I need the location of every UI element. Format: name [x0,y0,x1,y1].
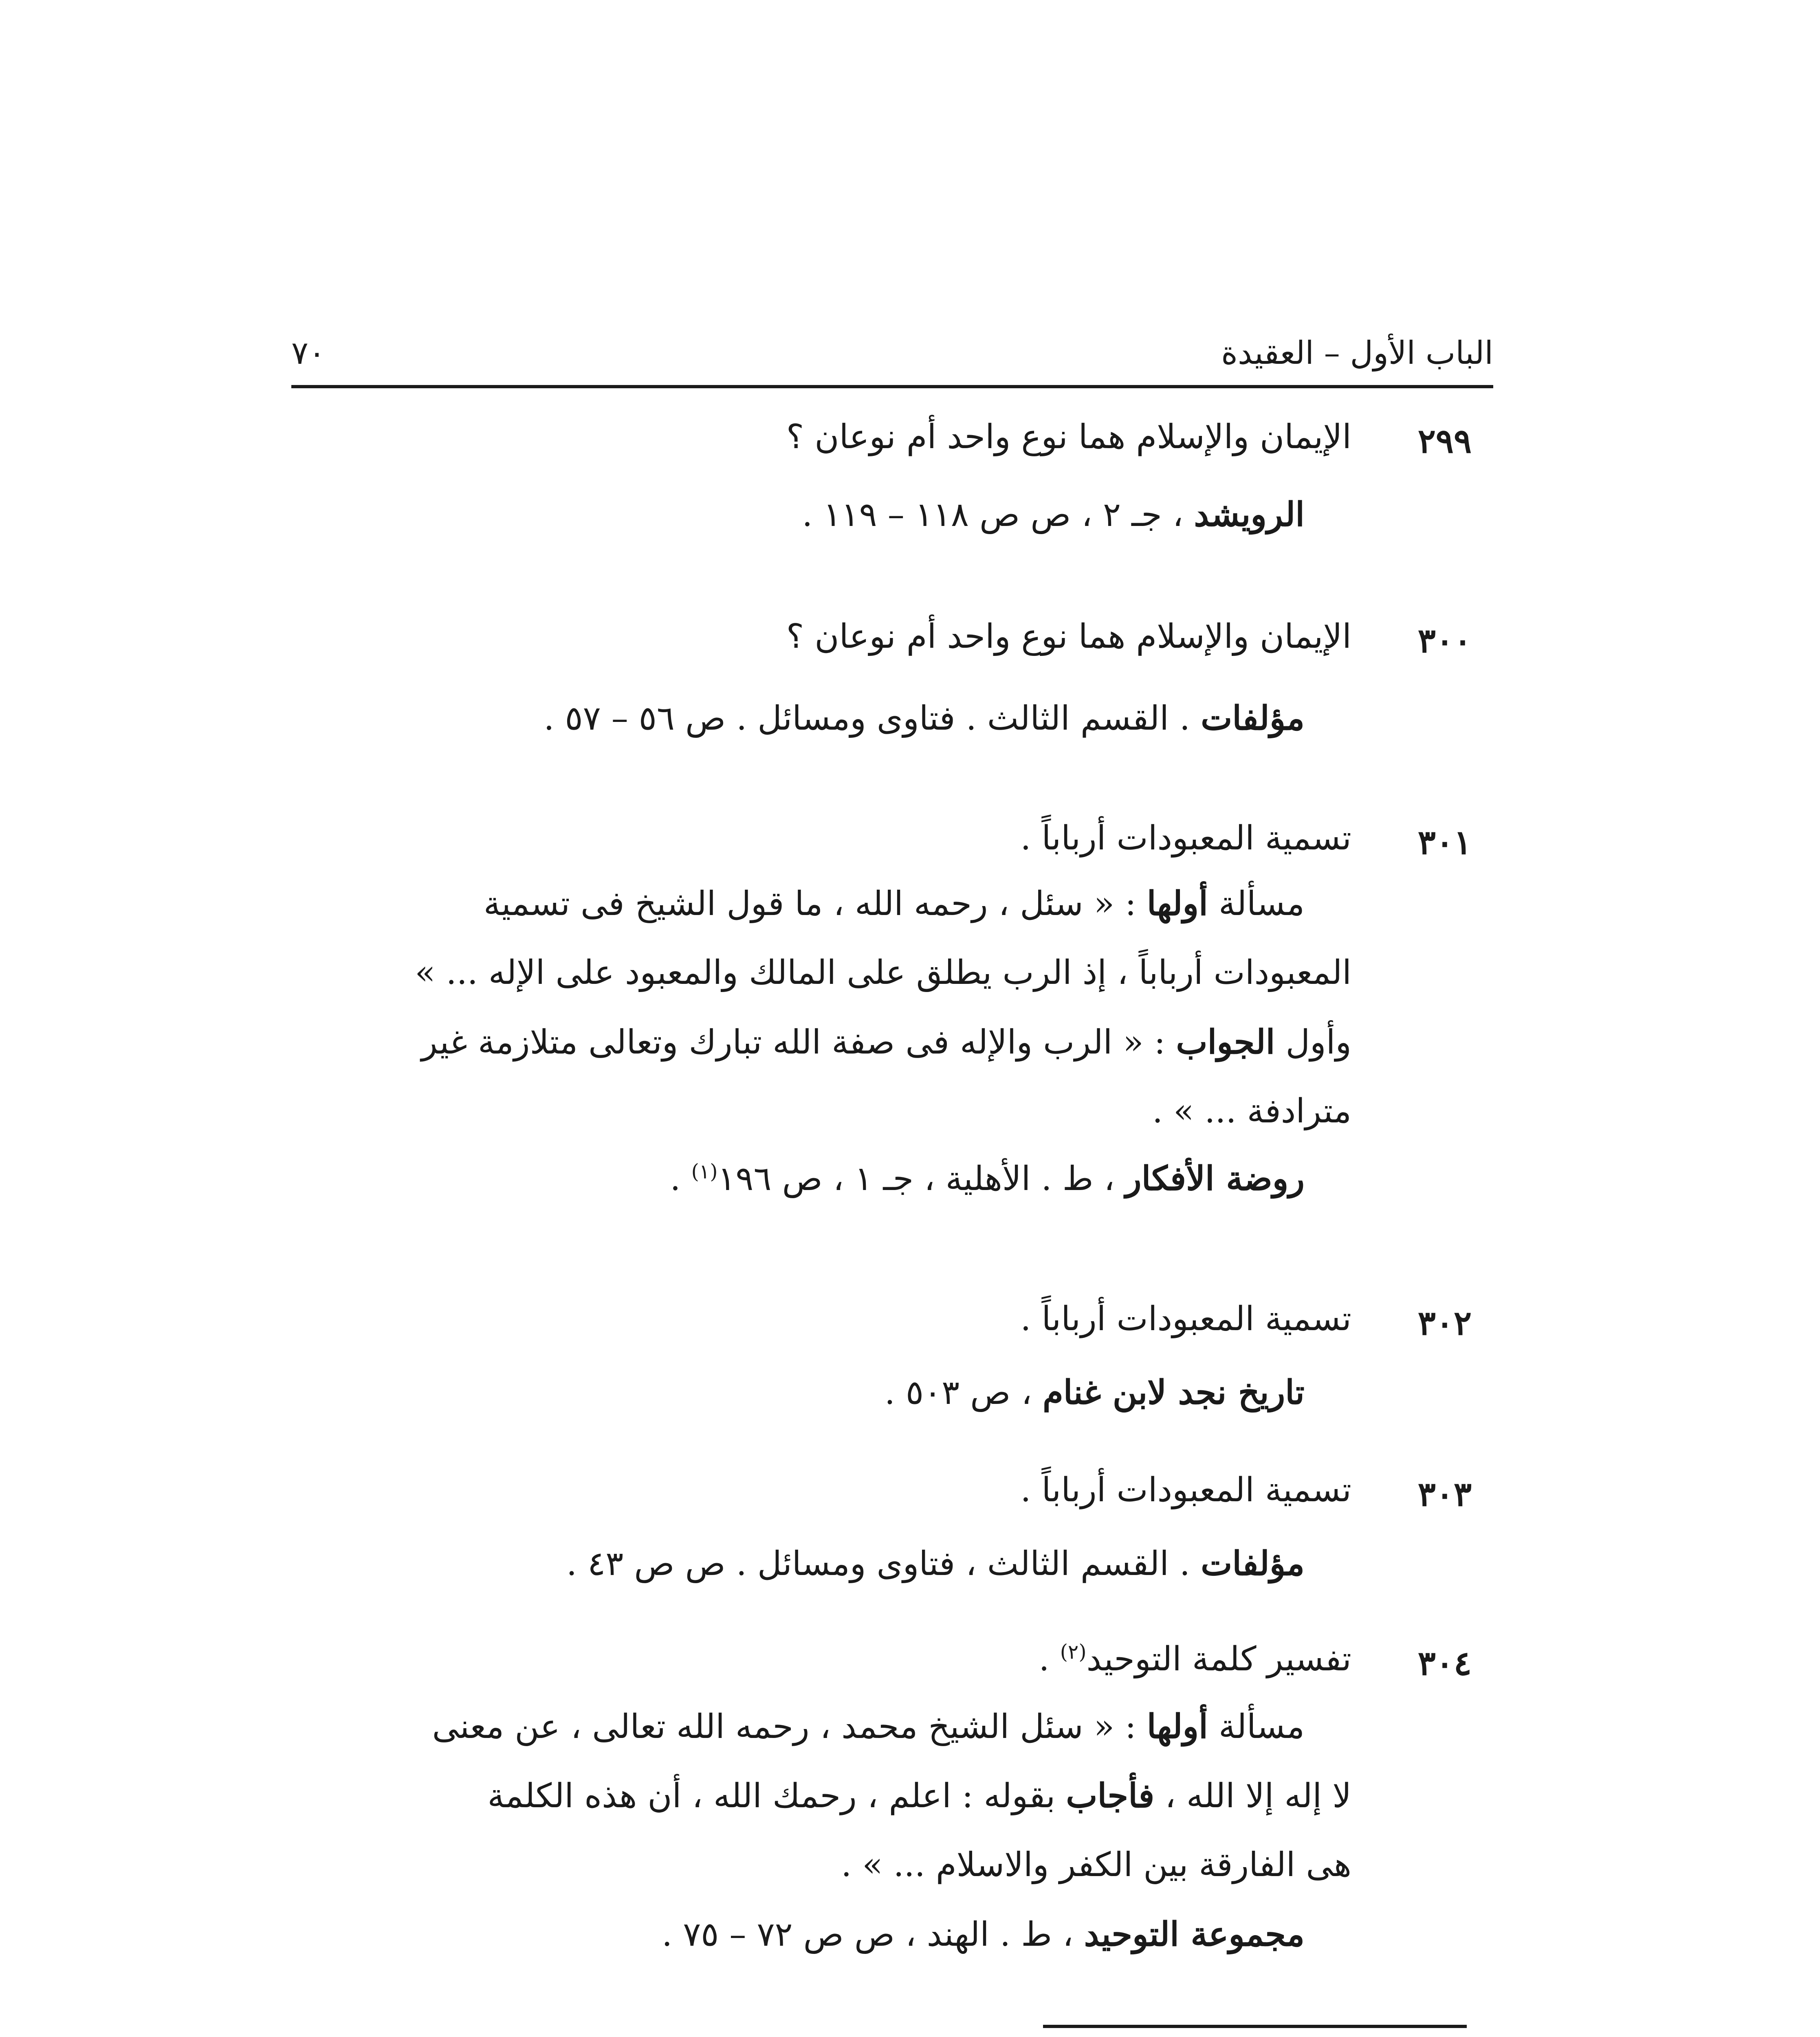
entry-title: تسمية المعبودات أرباباً . [1020,1300,1351,1338]
footnote-marker: (١) [691,1159,718,1183]
source-name: تاريخ نجد لابن غنام [1043,1373,1305,1412]
entry-body-line: لا إله إلا الله ، فأجاب بقوله : اعلم ، رحمك الله ، أن هذه الكلمة [487,1776,1351,1815]
footnote-marker: (٢) [1060,1640,1087,1664]
source-details: . القسم الثالث . فتاوى ومسائل . ص ٥٦ – ٥٧ . [544,699,1201,738]
source-name: روضة الأفكار [1125,1159,1305,1198]
entry-reference [885,1373,1305,1412]
entry-reference: روضة الأفكار ، ط . الأهلية ، جـ ١ ، ص ١٩٦$^{(١)}$ . [670,1159,1305,1198]
entry-number: ٣٠١ [1417,823,1472,862]
entry-title: تسمية المعبودات أرباباً . [1020,819,1351,858]
source-details: . القسم الثالث ، فتاوى ومسائل . ص ص ٤٣ . [566,1544,1201,1583]
source-details: ، جـ ٢ ، ص ص ١١٨ – ١١٩ . [802,495,1194,534]
entry-number: ٣٠٣ [1417,1475,1472,1514]
source-name: مؤلفات [1201,1544,1305,1583]
entry-number: ٣٠٠ [1417,621,1472,660]
entry-reference [802,495,1305,534]
entry-reference [544,699,1305,738]
entry-number: ٣٠٤ [1417,1644,1472,1683]
entry-title: تفسير كلمة التوحيد$^{(٢)}$ . [1039,1640,1351,1678]
entry-title: الإيمان والإسلام هما نوع واحد أم نوعان ؟ [786,617,1351,656]
entry-body-line: المعبودات أرباباً ، إذ الرب يطلق على المالك والمعبود على الإله ... » [415,953,1351,992]
entry-reference [566,1544,1305,1583]
entry-reference [662,1915,1305,1954]
entry-body-line: مسألة أولها : « سئل الشيخ محمد ، رحمه الله تعالى ، عن معنى [432,1707,1305,1746]
entry-number: ٣٠٢ [1417,1304,1472,1343]
entry-title: الإيمان والإسلام هما نوع واحد أم نوعان ؟ [786,418,1351,456]
entry-number: ٢٩٩ [1417,422,1472,461]
source-name: الرويشد [1194,495,1305,534]
entry-body-line: مسألة أولها : « سئل ، رحمه الله ، ما قول الشيخ فى تسمية [483,884,1305,923]
entry-body-line: مترادفة ... » . [1152,1092,1351,1131]
entry-body-line: هى الفارقة بين الكفر والاسلام ... » . [841,1846,1351,1884]
entry-body-line: وأول الجواب : « الرب والإله فى صفة الله تبارك وتعالى متلازمة غير [421,1023,1351,1062]
running-header [291,322,1493,383]
source-name: مجموعة التوحيد [1084,1915,1305,1954]
source-name: مؤلفات [1201,699,1305,738]
source-details: ، ط . الهند ، ص ص ٧٢ – ٧٥ . [662,1915,1084,1954]
source-details: ، ط . الأهلية ، جـ ١ ، ص ١٩٦ [717,1159,1126,1198]
page-number: ٧٠ [291,335,326,372]
entry-title: تسمية المعبودات أرباباً . [1020,1471,1351,1509]
source-details: ، ص ٥٠٣ . [884,1373,1043,1412]
chapter-title: الباب الأول – العقيدة [1221,335,1493,372]
footnote-divider [1043,2025,1467,2028]
header-divider [291,385,1493,388]
